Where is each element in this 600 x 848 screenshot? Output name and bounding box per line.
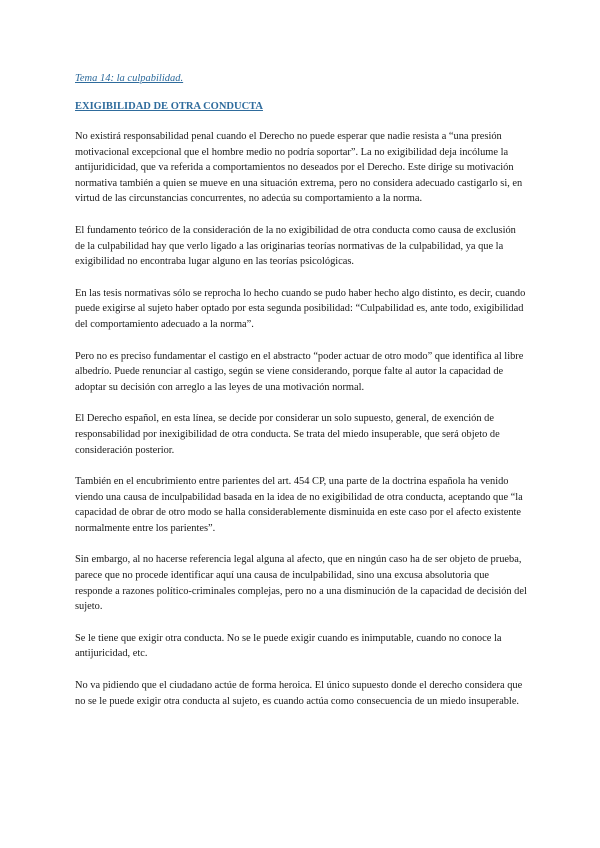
paragraph-5: El Derecho español, en esta línea, se decide por considerar un solo supuesto, general, de exención de responsabilidad por inexigibilidad de otra conducta. Se trata del miedo insuperable, que será objeto de consideración posterior. xyxy=(75,413,500,456)
paragraph-1: No existirá responsabilidad penal cuando el Derecho no puede esperar que nadie resista a “una presión motivacional excepcional que el hombre medio no podría soportar”. La no exigibilidad deja incólume la antijuridicidad, que va referida a comportamientos no deseados por el Derecho. Este dirige su motivación normativa también a quien se mueve en una situación extrema, pero no considera adecuado castigarlo si, en virtud de las circunstancias concurrentes, no adecúa su comportamiento a la norma. xyxy=(75,131,523,205)
paragraph-4: Pero no es preciso fundamentar el castigo en el abstracto “poder actuar de otro modo” que identifica al libre albedrío. Puede renunciar al castigo, según se viene considerando, porque falte al autor la capacidad de adoptar su decisión con arreglo a las leyes de una motivación normal. xyxy=(75,350,524,393)
document-page xyxy=(75,72,527,725)
paragraph-6: También en el encubrimiento entre parientes del art. 454 CP, una parte de la doctrina española ha venido viendo una causa de inculpabilidad basada en la idea de no exigibilidad de otra conducta, aceptando que “la capacidad de obrar de otro modo se halla considerablemente disminuida en este caso por el afecto existente normalmente entre los parientes”. xyxy=(75,476,523,534)
section-heading: EXIGIBILIDAD DE OTRA CONDUCTA xyxy=(75,101,263,112)
paragraph-9: No va pidiendo que el ciudadano actúe de forma heroica. El único supuesto donde el derecho considera que no se le puede exigir otra conducta al sujeto, es cuando actúa como consecuencia de un miedo insuperable. xyxy=(75,680,523,707)
paragraph-7: Sin embargo, al no hacerse referencia legal alguna al afecto, que en ningún caso ha de ser objeto de prueba, parece que no procede identificar aquí una causa de inculpabilidad, sino una excusa absolutoria que responde a razones político-criminales complejas, pero no a una disminución de la capacidad de decisión del sujeto. xyxy=(75,554,527,613)
paragraph-3: En las tesis normativas sólo se reprocha lo hecho cuando se pudo haber hecho algo distinto, es decir, cuando puede exigirse al sujeto haber optado por esta segunda posibilidad: “Culpabilidad es, ante todo, exigibilidad del comportamiento adecuado a la norma”. xyxy=(75,287,526,330)
paragraph-2: El fundamento teórico de la consideración de la no exigibilidad de otra conducta como causa de exclusión de la culpabilidad hay que verlo ligado a las originarias teorías normativas de la culpabilidad, ya que la exigibilidad no encontraba lugar alguno en las teorías psicológicas. xyxy=(75,224,516,268)
paragraph-8: Se le tiene que exigir otra conducta. No se le puede exigir cuando es inimputable, cuando no conoce la antijuricidad, etc. xyxy=(75,632,502,660)
topic-title: Tema 14: la culpabilidad. xyxy=(75,73,184,84)
